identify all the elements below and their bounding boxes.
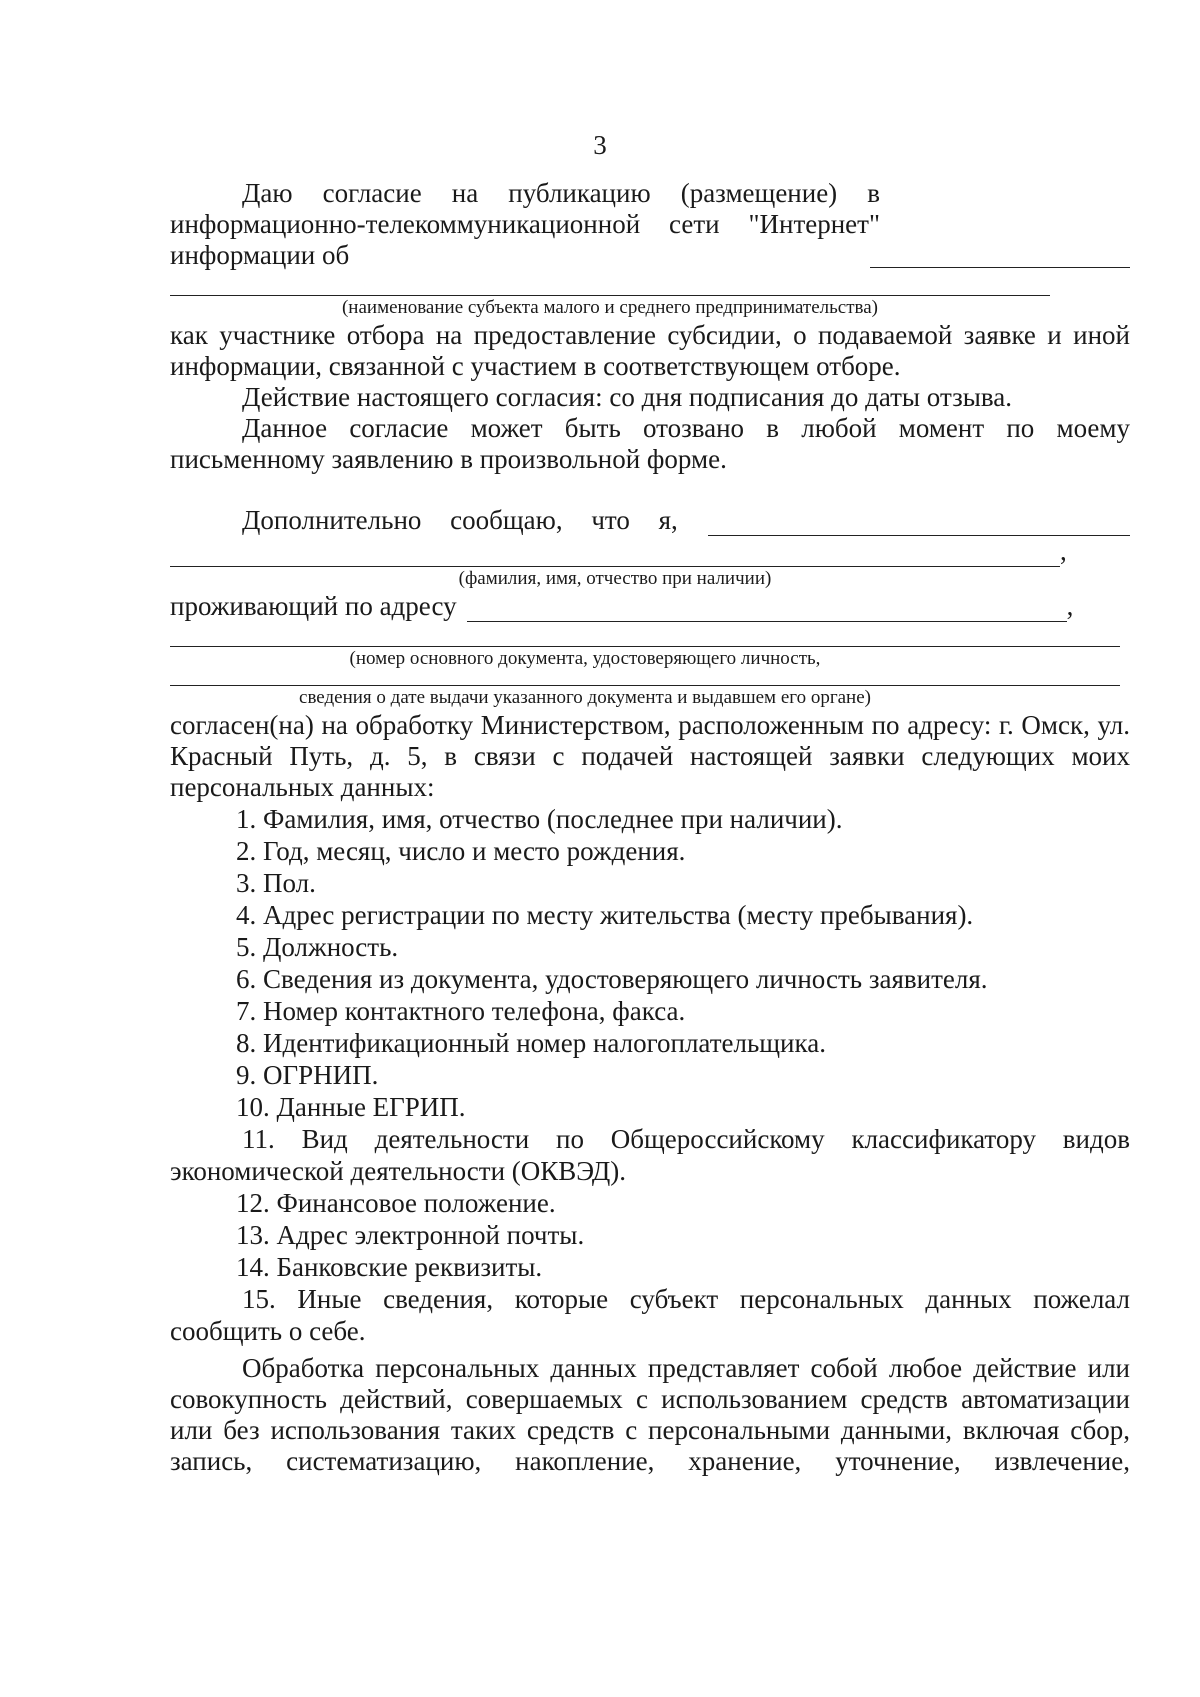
list-item: 8. Идентификационный номер налогоплательщика. [236, 1028, 826, 1058]
subject-blank-inline [870, 243, 1130, 268]
caption-name: (фамилия, имя, отчество при наличии) [458, 568, 772, 589]
consent-revoke: Данное согласие может быть отозвано в любой момент по моему письменному заявлению в произвольной форме. [170, 413, 1130, 474]
caption-document-2: сведения о дате выдачи указанного документа и выдавшем его органе) [299, 687, 871, 708]
consent-continuation: как участнике отбора на предоставление субсидии, о подаваемой заявке и иной информации, связанной с участием в соответствующем отборе. [170, 320, 1130, 381]
additional-line [170, 505, 1130, 536]
list-item: 9. ОГРНИП. [236, 1060, 379, 1090]
personal-data-list [170, 803, 1130, 1123]
additional-intro: Дополнительно сообщаю, что я, [242, 505, 678, 535]
caption-document-1: (номер основного документа, удостоверяющего личность, [349, 648, 821, 669]
list-item: 3. Пол. [236, 868, 316, 898]
list-item: 13. Адрес электронной почты. [236, 1220, 585, 1250]
list-item: 1. Фамилия, имя, отчество (последнее при наличии). [236, 804, 843, 834]
address-label: проживающий по адресу [170, 591, 457, 621]
document-blank-line-1 [170, 622, 1120, 647]
list-item: 4. Адрес регистрации по месту жительства (месту пребывания). [236, 900, 974, 930]
list-item: 12. Финансовое положение. [236, 1188, 556, 1218]
personal-data-list-cont [170, 1187, 1130, 1283]
document-blank-line-2 [170, 671, 1120, 686]
name-blank-line [170, 542, 1060, 567]
name-blank-inline [708, 511, 1130, 536]
processing-text: Обработка персональных данных представляет собой любое действие или совокупность действий, совершаемых с использованием средств автоматизации или без использования таких средств с персональными данными, включая сбор, запись, систематизацию, накопление, хранение, уточнение, извлечение, [170, 1353, 1130, 1476]
list-item: 14. Банковские реквизиты. [236, 1252, 543, 1282]
list-item: 7. Номер контактного телефона, факса. [236, 996, 686, 1026]
list-item: 5. Должность. [236, 932, 399, 962]
list-item: 6. Сведения из документа, удостоверяющего личность заявителя. [236, 964, 988, 994]
list-item-15: 15. Иные сведения, которые субъект персональных данных пожелал сообщить о себе. [170, 1284, 1130, 1346]
address-blank [467, 597, 1067, 622]
agreement-text: согласен(на) на обработку Министерством, расположенным по адресу: г. Омск, ул. Красный Путь, д. 5, в связи с подачей настоящей заявки следующих моих персональных данных: [170, 710, 1130, 802]
caption-subject: (наименование субъекта малого и среднего предпринимательства) [341, 297, 879, 318]
address-line: проживающий по адресу , [170, 591, 1074, 621]
list-item: 2. Год, месяц, число и место рождения. [236, 836, 686, 866]
consent-intro: Даю согласие на публикацию (размещение) в информационно-телекоммуникационной сети "Интернет" информации об [170, 178, 880, 270]
list-item: 10. Данные ЕГРИП. [236, 1092, 466, 1122]
page-number: 3 [593, 130, 607, 160]
document-body: Даю согласие на публикацию (размещение) в информационно-телекоммуникационной сети "Интернет" информации об (наименование субъекта малого и среднего предпринимательства) как участнике отбора на предоставление субсидии, о подаваемой заявке и иной информации, связанной с участием в соответствующем отборе. Действие настоящего согласия: со дня подписания до даты отзыва. Данное согласие может быть отозвано в любой момент по моему письменному заявлению в произвольной форме. Дополнительно сообщаю, что я, , (фамилия, имя, отчество при наличии) проживающий по адресу , (номер основного документа, удостоверяющего личность, сведения о дате выдачи указанного документа и выдавшем его органе) согласен(на) на обработку Министерством, расположенным по адресу: г. Омск, ул. Красный Путь, д. 5, в связи с подачей настоящей заявки следующих моих персональных данных: 1. Фамилия, имя, отчество (последнее при наличии). 2. Год, месяц, число и место рождения. 3. Пол. 4. Адрес регистрации по месту жительства (месту пребывания). 5. Должность. 6. Сведения из документа, удостоверяющего личность заявителя. 7. Номер контактного телефона, факса. 8. Идентификационный номер налогоплательщика. 9. ОГРНИП. 10. Данные ЕГРИП. 11. Вид деятельности по Общероссийскому классификатору видов экономической деятельности (ОКВЭД). 12. Финансовое положение. 13. Адрес электронной почты. 14. Банковские реквизиты. 15. Иные сведения, которые субъект персональных данных пожелал сообщить о себе. Обработка персональных данных представляет собой любое действие или совокупность действий, совершаемых с использованием средств автоматизации или без использования таких средств с персональными данными, включая сбор, запись, систематизацию, накопление, хранение, уточнение, извлечение, [170, 178, 1130, 1476]
consent-validity: Действие настоящего согласия: со дня подписания до даты отзыва. [242, 382, 1013, 412]
subject-blank-line [170, 271, 1050, 296]
list-item-11: 11. Вид деятельности по Общероссийскому классификатору видов экономической деятельности (ОКВЭД). [170, 1124, 1130, 1186]
